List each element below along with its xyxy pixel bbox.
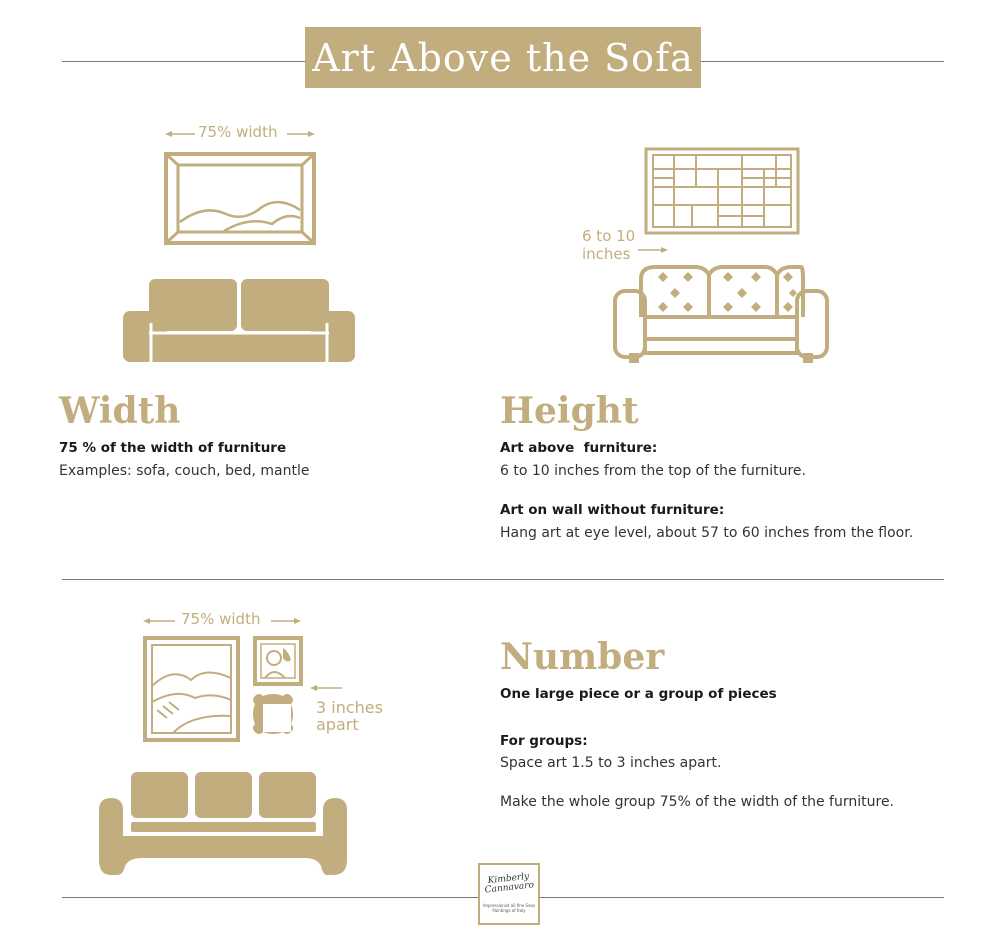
width-body: Examples: sofa, couch, bed, mantle xyxy=(59,463,310,479)
height-arrow xyxy=(638,244,670,256)
number-width-label: 75% width xyxy=(181,610,261,628)
footer-rule-right xyxy=(540,897,944,898)
section-divider xyxy=(62,579,944,580)
height-diagram-label-line2: inches xyxy=(582,245,631,263)
width-heading: Width xyxy=(59,390,181,432)
logo-tagline-2: Paintings of Italy xyxy=(492,908,526,913)
long-sofa-icon xyxy=(99,772,347,875)
brand-logo xyxy=(478,863,540,925)
height-subheading-1: Art above furniture: xyxy=(500,440,658,456)
height-subheading-2: Art on wall without furniture: xyxy=(500,502,725,518)
height-diagram-label-line1: 6 to 10 xyxy=(582,227,636,245)
height-body-2: Hang art at eye level, about 57 to 60 inches from the floor. xyxy=(500,525,914,541)
number-body-2: Make the whole group 75% of the width of the furniture. xyxy=(500,794,895,810)
width-diagram-label: 75% width xyxy=(198,123,278,141)
height-heading: Height xyxy=(500,390,639,432)
logo-signature: Kimberly Cannavaro xyxy=(484,871,535,896)
framed-landscape-icon xyxy=(164,152,316,245)
number-spacing-label-line1: 3 inches xyxy=(316,698,383,717)
width-subheading: 75 % of the width of furniture xyxy=(59,440,287,456)
footer-rule-left xyxy=(62,897,478,898)
gallery-frames-icon xyxy=(143,636,303,742)
height-body-1: 6 to 10 inches from the top of the furniture. xyxy=(500,463,806,479)
number-heading: Number xyxy=(500,636,665,678)
logo-tagline-1: Impressionist oil fine Seas xyxy=(482,903,536,908)
tufted-sofa-icon xyxy=(613,265,829,363)
sofa-icon xyxy=(123,279,355,362)
page-title: Art Above the Sofa xyxy=(312,35,694,80)
number-body-1: Space art 1.5 to 3 inches apart. xyxy=(500,755,722,771)
number-spacing-label-line2: apart xyxy=(316,715,359,734)
framed-abstract-icon xyxy=(644,147,800,235)
number-spacing-arrow xyxy=(310,682,342,694)
header-rule-left xyxy=(62,61,305,62)
title-banner xyxy=(305,27,701,88)
number-subheading-2: For groups: xyxy=(500,733,588,749)
header-rule-right xyxy=(701,61,944,62)
number-subheading: One large piece or a group of pieces xyxy=(500,686,777,702)
